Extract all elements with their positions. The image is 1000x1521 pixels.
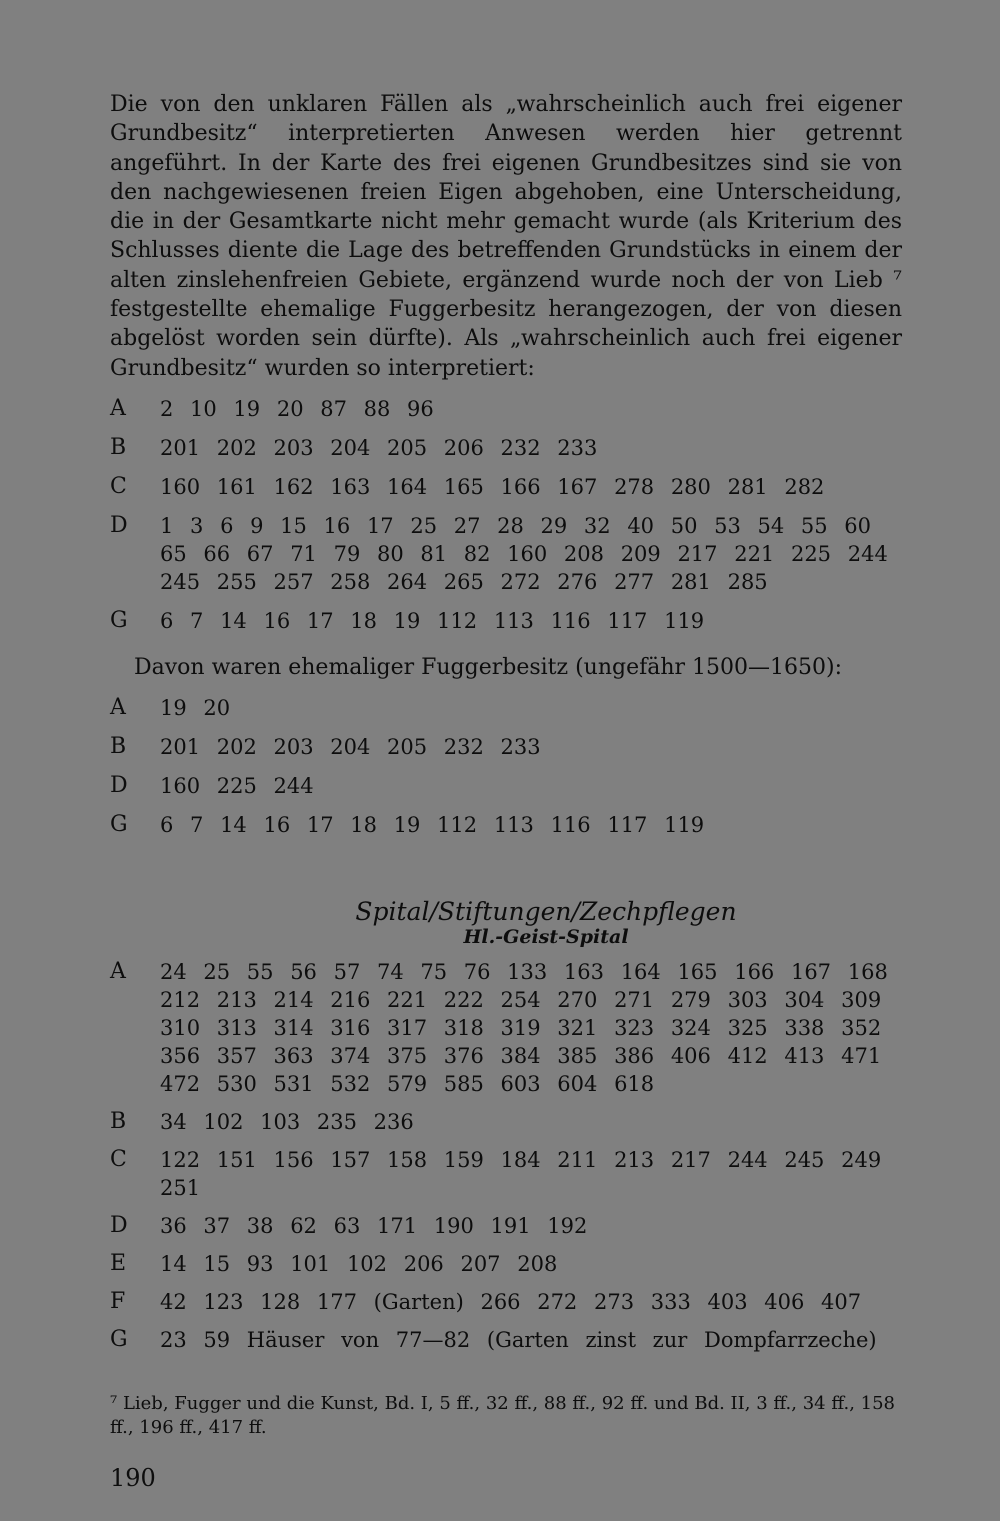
row-values: 6 7 14 16 17 18 19 112 113 116 117 119 [160, 812, 705, 837]
row-label: B [110, 733, 127, 759]
row-label: E [110, 1250, 127, 1276]
list-item [110, 395, 902, 423]
row-label: D [110, 772, 128, 798]
row-values: 201 202 203 204 205 232 233 [160, 734, 541, 759]
row-values: 122 151 156 157 158 159 184 211 213 217 244 245 249 251 [160, 1147, 882, 1200]
row-label: A [110, 694, 126, 720]
row-values: 23 59 Häuser von 77—82 (Garten zinst zur Dompfarrzeche) [160, 1327, 877, 1352]
row-label: B [110, 1108, 127, 1134]
row-values: 6 7 14 16 17 18 19 112 113 116 117 119 [160, 608, 705, 633]
list-item [110, 1250, 902, 1278]
list-item [110, 1146, 902, 1202]
list-item [110, 772, 902, 800]
row-label: B [110, 434, 127, 460]
row-values: 2 10 19 20 87 88 96 [160, 396, 434, 421]
row-values: 14 15 93 101 102 206 207 208 [160, 1251, 558, 1276]
list-item [110, 512, 902, 596]
footnote: ⁷ Lieb, Fugger und die Kunst, Bd. I, 5 ff., 32 ff., 88 ff., 92 ff. und Bd. II, 3 ff., 34 ff., 158 ff., 196 ff., 417 ff. [110, 1392, 895, 1438]
row-values: 19 20 [160, 695, 231, 720]
list-item [110, 1212, 902, 1240]
page [110, 90, 902, 1492]
row-label: A [110, 395, 126, 421]
row-label: D [110, 512, 128, 538]
row-values: 160 225 244 [160, 773, 314, 798]
row-label: A [110, 958, 126, 984]
list-item [110, 1108, 902, 1136]
list-item [110, 607, 902, 635]
row-label: C [110, 1146, 127, 1172]
row-values: 201 202 203 204 205 206 232 233 [160, 435, 598, 460]
row-label: G [110, 811, 128, 837]
row-values: 160 161 162 163 164 165 166 167 278 280 281 282 [160, 474, 825, 499]
row-label: F [110, 1288, 126, 1314]
row-values: 1 3 6 9 15 16 17 25 27 28 29 32 40 50 53 54 55 60 65 66 67 71 79 80 81 82 160 208 209 217 221 225 244 245 255 257 258 264 265 272 276 277 281 285 [160, 513, 888, 594]
row-label: G [110, 607, 128, 633]
list-item [110, 733, 902, 761]
row-values: 24 25 55 56 57 74 75 76 133 163 164 165 166 167 168 212 213 214 216 221 222 254 270 271 279 303 304 309 310 313 314 316 317 318 319 321 323 324 325 338 352 356 357 363 374 375 376 384 385 386 406 412 413 471 472 530 531 532 579 585 603 604 618 [160, 959, 888, 1096]
list-item [110, 434, 902, 462]
list-item [110, 958, 902, 1098]
row-label: D [110, 1212, 128, 1238]
list-item [110, 1288, 902, 1316]
list-item [110, 1326, 902, 1354]
section-heading: Spital/Stiftungen/Zechpflegen [355, 896, 737, 926]
row-values: 42 123 128 177 (Garten) 266 272 273 333 403 406 407 [160, 1289, 862, 1314]
list-item [110, 473, 902, 501]
list-item [110, 694, 902, 722]
list-item [110, 811, 902, 839]
row-label: C [110, 473, 127, 499]
intro-text: Davon waren ehemaliger Fuggerbesitz (ungefähr 1500—1650): [134, 654, 843, 680]
page-number: 190 [110, 1463, 156, 1492]
section-subheading: Hl.-Geist-Spital [463, 925, 629, 948]
row-values: 34 102 103 235 236 [160, 1109, 414, 1134]
row-label: G [110, 1326, 128, 1352]
row-values: 36 37 38 62 63 171 190 191 192 [160, 1213, 588, 1238]
body-paragraph: Die von den unklaren Fällen als „wahrscheinlich auch frei eigener Grundbesitz“ interpretierten Anwesen werden hier getrennt angeführt. In der Karte des frei eigenen Grundbesitzes sind sie von den nachgewiesenen freien Eigen abgehoben, eine Unterscheidung, die in der Gesamtkarte nicht mehr gemacht wurde (als Kriterium des Schlusses diente die Lage des betreffenden Grundstücks in einem der alten zinslehenfreien Gebiete, ergänzend wurde noch der von Lieb ⁷ festgestellte ehemalige Fuggerbesitz herangezogen, der von diesen abgelöst worden sein dürfte). Als „wahrscheinlich auch frei eigener Grundbesitz“ wurden so interpretiert: [110, 92, 902, 381]
